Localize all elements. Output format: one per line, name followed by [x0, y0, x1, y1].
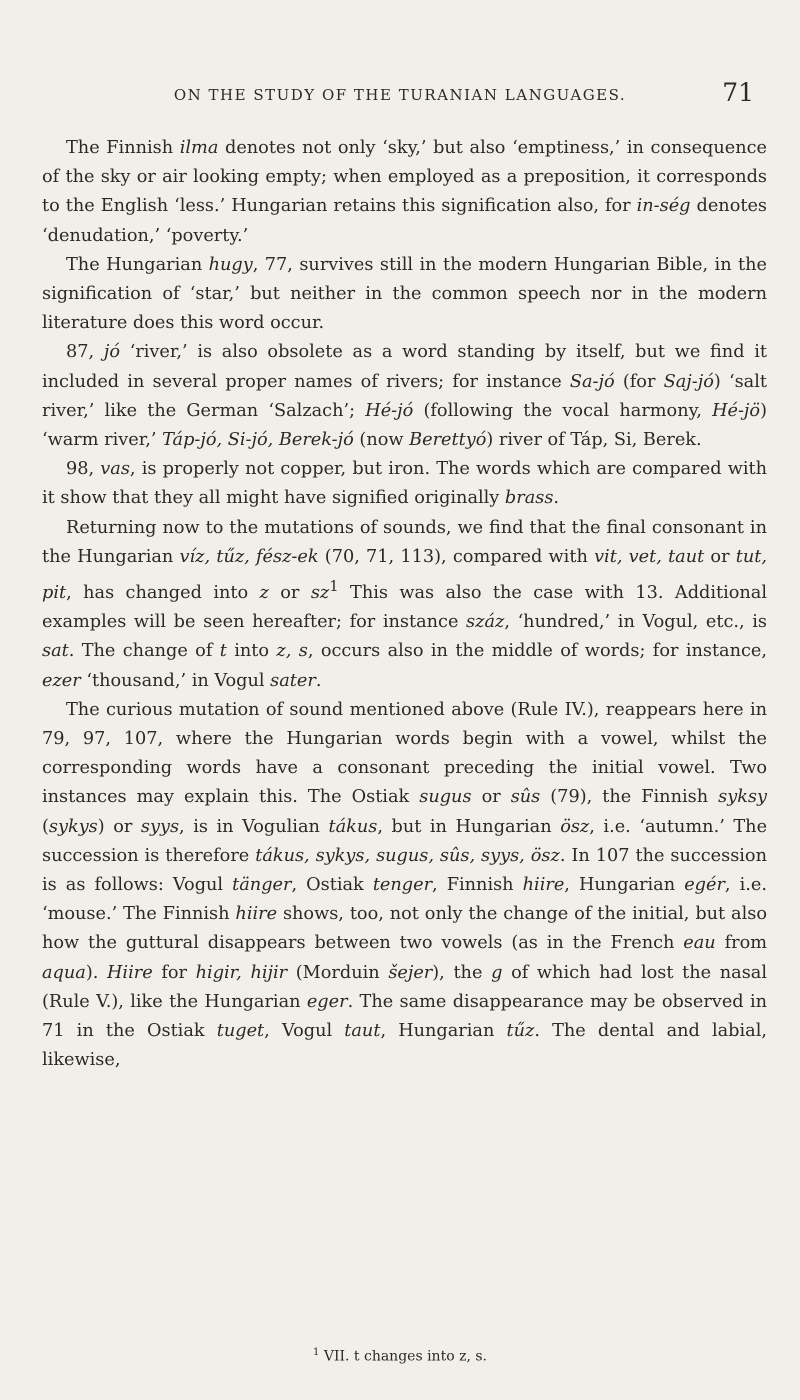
italic-term: sykys	[48, 816, 98, 837]
body-text	[42, 134, 767, 1075]
text-run: , has changed into	[66, 582, 260, 603]
italic-term: víz, tűz, fész-ek	[179, 546, 319, 567]
text-run: of which had lost the nasal (Rule V.), like the Hungarian	[42, 962, 767, 1012]
text-run: .	[553, 488, 560, 509]
paragraph	[42, 338, 767, 455]
text-run: , 77, survives still in the modern Hungarian Bible, in the signification of ‘star,’ but neither in the common speech nor in the modern literature does this word occur.	[42, 254, 767, 334]
text-run: ) river of Táp, Si, Berek.	[486, 430, 702, 451]
text-run: (Morduin	[287, 962, 389, 983]
text-run: shows, too, not only the change of the initial, but also how the guttural disappears between two vowels (as in the French	[42, 904, 767, 954]
text-run: for	[629, 371, 664, 392]
italic-term: egér	[684, 874, 725, 895]
italic-term: taut	[344, 1020, 381, 1041]
italic-term: eau	[683, 933, 716, 954]
italic-term: száz	[466, 612, 505, 633]
italic-term: tűz	[506, 1020, 535, 1041]
text-run: The Hungarian	[66, 254, 209, 275]
italic-term: hugy	[208, 254, 253, 275]
footnote-text: VII. t changes into z, s.	[323, 1348, 487, 1365]
text-run: Returning now to the mutations of sounds, we find that the final consonant in the Hungarian	[42, 517, 767, 567]
text-run: ‘river,’ is also obsolete as a word standing by itself, but we find it included in several proper names of rivers; for instance	[42, 342, 767, 392]
italic-term: syksy	[718, 787, 767, 808]
italic-term: sz	[310, 582, 330, 603]
italic-term: jó	[103, 342, 120, 363]
italic-term: ösz	[560, 816, 590, 837]
paragraph	[42, 251, 767, 339]
italic-term: tákus	[328, 816, 378, 837]
text-run: (70, 71, 113), compared with	[318, 546, 595, 567]
paragraph	[42, 696, 767, 1076]
text-run: ) ‘salt river,’ like the German ‘Salzach’;	[42, 371, 767, 421]
text-run: ), the	[432, 962, 492, 983]
text-run: , i.e. ‘autumn.’ The succession is therefore	[42, 816, 768, 866]
italic-term: ezer	[42, 670, 81, 691]
text-run: (following the vocal harmony,	[413, 400, 713, 421]
text-run: ) ‘warm river,’	[42, 400, 767, 451]
text-run: , Ostiak	[291, 874, 373, 895]
italic-term: Sa-jó	[569, 371, 615, 392]
italic-term: hiire	[522, 874, 565, 895]
paragraph	[42, 514, 767, 696]
text-run: . The change of	[68, 641, 220, 662]
text-run: (	[614, 371, 630, 392]
italic-term: syys	[140, 816, 180, 837]
text-run: . The dental and labial, likewise,	[42, 1020, 767, 1071]
footnote-ref: 1	[329, 578, 339, 596]
text-run: .	[315, 670, 322, 691]
text-run: (now	[353, 430, 410, 451]
text-run: , Hungarian	[564, 874, 685, 895]
italic-term: higir, hijir	[195, 962, 288, 983]
text-run: (79), the Finnish	[540, 787, 719, 808]
text-run: or	[268, 582, 311, 603]
text-run: 87,	[66, 342, 104, 363]
italic-term: sûs	[510, 787, 541, 808]
italic-term: Táp-jó, Si-jó, Berek-jó	[162, 430, 354, 451]
footnote	[0, 1347, 800, 1365]
italic-term: Saj-jó	[663, 371, 714, 392]
italic-term: Hé-jö	[712, 400, 761, 421]
italic-term: t	[219, 641, 227, 662]
text-run: 98,	[66, 459, 101, 480]
text-run: , i.e. ‘mouse.’ The Finnish	[42, 874, 767, 925]
italic-term: Hiire	[107, 962, 153, 983]
text-run: or	[471, 787, 511, 808]
text-run: from	[715, 933, 767, 954]
italic-term: sat	[42, 641, 69, 662]
text-run: denotes ‘denudation,’ ‘poverty.’	[42, 196, 767, 246]
italic-term: šejer	[388, 962, 433, 983]
italic-term: g	[491, 962, 503, 983]
italic-term: Hé-jó	[365, 400, 414, 421]
footnote-mark: 1	[313, 1347, 320, 1358]
italic-term: Berettyó	[409, 430, 487, 451]
italic-term: tut, pit	[42, 546, 767, 603]
italic-term: tänger	[232, 874, 292, 895]
text-run: or	[704, 546, 736, 567]
italic-term: sugus	[419, 787, 472, 808]
italic-term: tákus, sykys, sugus, sûs, syys, ösz	[255, 845, 560, 866]
italic-term: tuget	[216, 1020, 265, 1041]
text-run: ‘thousand,’ in Vogul	[80, 670, 271, 691]
paragraph	[42, 455, 767, 513]
italic-term: eger	[306, 991, 348, 1012]
text-run: (	[42, 816, 49, 837]
italic-term: sater	[270, 670, 316, 691]
text-run: ) or	[97, 816, 141, 837]
italic-term: ilma	[179, 138, 219, 158]
text-run: This was also the case with 13. Additional examples will be seen hereafter; for instance	[42, 582, 768, 633]
italic-term: aqua	[42, 962, 86, 983]
paragraph	[42, 134, 767, 251]
text-run: , but in Hungarian	[377, 816, 561, 837]
text-run: . The same disappearance may be observed in 71 in the Ostiak	[42, 991, 767, 1041]
italic-term: z	[259, 582, 269, 603]
page-number: 71	[722, 78, 754, 107]
italic-term: hiire	[235, 904, 278, 925]
running-head: ON THE STUDY OF THE TURANIAN LANGUAGES.	[173, 86, 627, 104]
text-run: , Hungarian	[380, 1020, 507, 1041]
italic-term: vit, vet, taut	[594, 546, 705, 567]
text-run: , is properly not copper, but iron. The words which are compared with it show that they all might have signified originally	[42, 459, 767, 509]
text-run: . In 107 the succession is as follows: Vogul	[42, 845, 767, 895]
italic-term: vas	[100, 459, 130, 480]
text-run: , Finnish	[432, 874, 523, 895]
text-run: The curious mutation of sound mentioned above (Rule IV.), reappears here in 79, 97, 107, where the Hungarian words begin with a vowel, whilst the corresponding words have a consonant preceding the initial vowel. Two instances may explain this. The Ostiak	[42, 699, 767, 808]
text-run: denotes not only ‘sky,’ but also ‘emptiness,’ in consequence of the sky or air looking empty; when employed as a preposition, it corresponds to the English ‘less.’ Hungarian retains this signification also, for	[42, 138, 767, 217]
text-run: into	[226, 641, 277, 662]
text-run: , ‘hundred,’ in Vogul, etc., is	[504, 612, 767, 633]
text-run: for	[152, 962, 196, 983]
text-run: , is in Vogulian	[179, 816, 329, 837]
italic-term: z, s	[276, 641, 308, 662]
italic-term: in-ség	[636, 196, 691, 217]
text-run: ).	[85, 962, 107, 983]
italic-term: tenger	[372, 874, 433, 895]
text-run: , occurs also in the middle of words; for instance,	[307, 641, 767, 662]
page-header	[0, 78, 800, 114]
text-run: The Finnish	[66, 138, 180, 158]
text-run: , Vogul	[264, 1020, 345, 1041]
italic-term: brass	[504, 488, 554, 509]
